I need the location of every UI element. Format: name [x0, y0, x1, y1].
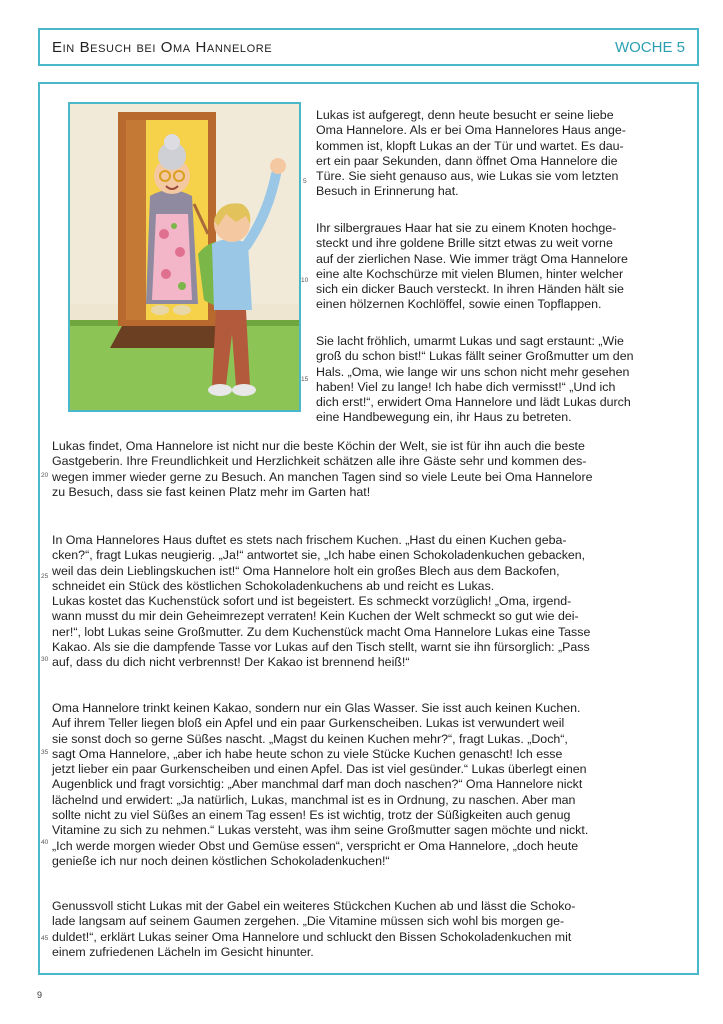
paragraph: Genussvoll sticht Lukas mit der Gabel ein weiteres Stückchen Kuchen ab und lässt die Schoko- lade langsam auf seinem Gaumen zergehen. „Die Vitamine müssen sich wohl bis morgen ge- duldet!“, erklärt Lukas seiner Oma Hannelore und schluckt den Bissen Schokoladenkuchen mit einem zufriedenen Lächeln im Gesicht hinunter. [52, 899, 576, 959]
paragraph: In Oma Hannelores Haus duftet es stets nach frischem Kuchen. „Hast du einen Kuchen geba- cken?“, fragt Lukas neugierig. „Ja!“ antwortet sie, „Ich habe einen Schokoladenkuchen gebacken, weil das dein Lieblingskuchen ist!“ Oma Hannelore holt ein großes Blech aus dem Backofen, schneidet ein Stück des köstlichen Schokoladenkuchens ab und reicht es Lukas. Lukas kostet das Kuchenstück sofort und ist begeistert. Es schmeckt vorzüglich! „Oma, irgend- wann musst du mir dein Geheimrezept verraten! Kein Kuchen der Welt schmeckt so gut wie dei- ner!“, lobt Lukas seine Großmutter. Zu dem Kuchenstück macht Oma Hannelore Lukas eine Tasse Kakao. Als sie die dampfende Tasse vor Lukas auf den Tisch stellt, warnt sie ihn fürsorglich: „Pass auf, dass du dich nicht verbrennst! Der Kakao ist brennend heiß!“ [52, 533, 591, 670]
page-number: 9 [37, 990, 43, 1000]
line-number: 5 [303, 178, 307, 185]
line-number: 30 [41, 656, 49, 663]
line-number: 20 [41, 472, 49, 479]
story-title: Ein Besuch bei Oma Hannelore [52, 39, 273, 56]
line-number: 40 [41, 839, 49, 846]
line-number: 25 [41, 573, 49, 580]
story-illustration [68, 102, 301, 412]
paragraph: Oma Hannelore trinkt keinen Kakao, sondern nur ein Glas Wasser. Sie isst auch keinen Kuchen. Auf ihrem Teller liegen bloß ein Apfel und ein paar Gurkenscheiben. Lukas ist verwundert weil sie sonst doch so gerne Süßes nascht. „Magst du keinen Kuchen mehr?“, fragt Lukas. „Doch“, sagt Oma Hannelore, „aber ich habe heute schon zu viele Stücke Kuchen genascht! Ich esse jetzt lieber ein paar Gurkenscheiben und einen Apfel. Das ist viel gesünder.“ Lukas überlegt einen Augenblick und fragt vorsichtig: „Aber manchmal darf man doch naschen?“ Oma Hannelore nickt lächelnd und erwidert: „Ja natürlich, Lukas, manchmal ist es in Ordnung, zu naschen. Aber man sollte nicht zu viel Süßes an einem Tag essen! Es ist wichtig, trotz der Süßigkeiten auch genug Vitamine zu sich zu nehmen.“ Lukas versteht, was ihm seine Großmutter sagen möchte und nickt. „Ich werde morgen wieder Obst und Gemüse essen“, verspricht er Oma Hannelore, „doch heute genieße ich nur noch deinen köstlichen Schokoladenkuchen!“ [52, 701, 589, 868]
page-header [38, 28, 699, 66]
line-number: 10 [301, 277, 309, 284]
paragraph: Ihr silbergraues Haar hat sie zu einem Knoten hochge- steckt und ihre goldene Brille sitzt etwas zu weit vorne auf der zierlichen Nase. Wie immer trägt Oma Hannelore eine alte Kochschürze mit vielen Blumen, hinter welcher sich ein dicker Bauch versteckt. In ihren Händen hält sie einen hölzernen Kochlöffel, sowie einen Topflappen. [316, 221, 628, 312]
line-number: 45 [41, 935, 49, 942]
line-number: 35 [41, 749, 49, 756]
week-label: WOCHE 5 [614, 39, 685, 56]
paragraph: Lukas findet, Oma Hannelore ist nicht nur die beste Köchin der Welt, sie ist für ihn auch die beste Gastgeberin. Ihre Freundlichkeit und Herzlichkeit schätzen alle ihre Gäste sehr und kommen des- wegen immer wieder gerne zu Besuch. An manchen Tagen sind so viele Leute bei Oma Hannelore zu Besuch, dass sie fast keinen Platz mehr im Garten hat! [52, 439, 593, 499]
story-frame [38, 82, 699, 975]
paragraph: Lukas ist aufgeregt, denn heute besucht er seine liebe Oma Hannelore. Als er bei Oma Hannelores Haus ange- kommen ist, klopft Lukas an der Tür und wartet. Es dau- ert ein paar Sekunden, dann öffnet Oma Hannelore die Türe. Sie sieht genauso aus, wie Lukas sie vom letzten Besuch in Erinnerung hat. [316, 108, 626, 199]
paragraph: Sie lacht fröhlich, umarmt Lukas und sagt erstaunt: „Wie groß du schon bist!“ Lukas fällt seiner Großmutter um den Hals. „Oma, wie lange wir uns schon nicht mehr gesehen haben! Viel zu lange! Ich habe dich vermisst!“ „Und ich dich erst!“, erwidert Oma Hannelore und lädt Lukas durch eine Handbewegung ein, ihr Haus zu betreten. [316, 334, 634, 425]
line-number: 15 [301, 376, 309, 383]
